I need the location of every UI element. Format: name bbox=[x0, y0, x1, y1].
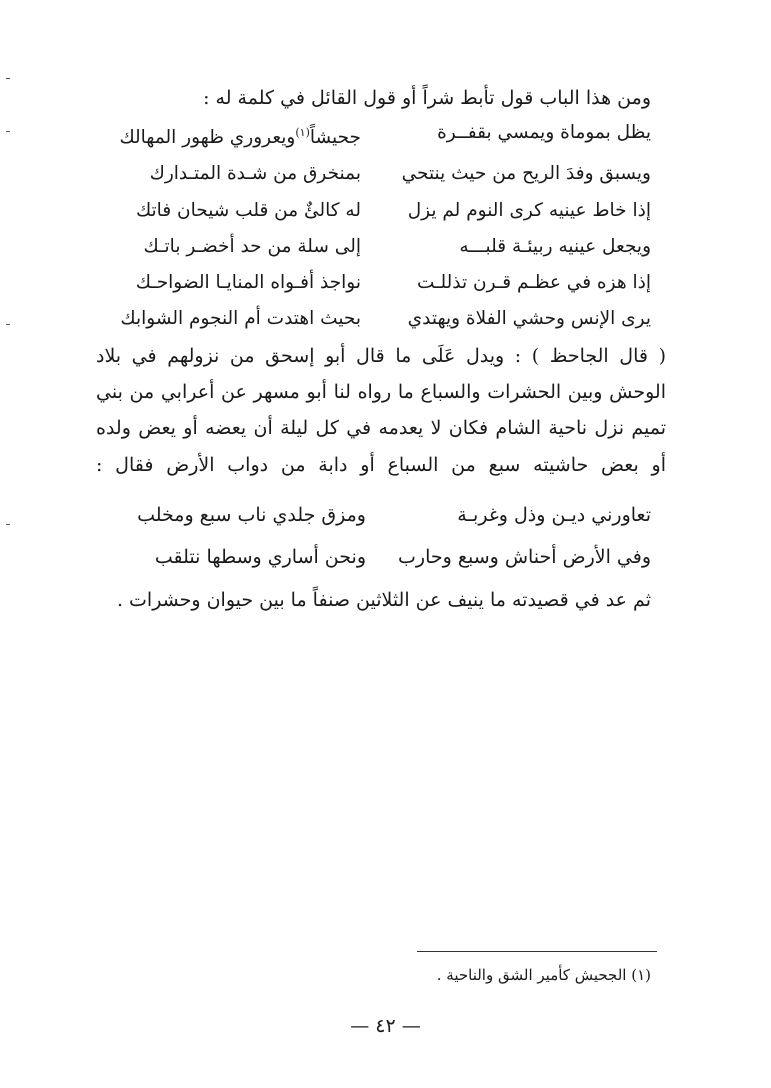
poem1-hemistich-right: ويجعل عينيه ربيئـة قلبـــه bbox=[459, 236, 651, 257]
poem2-hemistich-right: تعاورني ديـن وذل وغربـة bbox=[457, 504, 651, 526]
poem1-hemistich-left: نواجذ أفـواه المنايـا الضواحـك bbox=[135, 272, 361, 293]
poem1-hemistich-right: إذا هزه في عظـم قـرن تذللـت bbox=[416, 272, 651, 293]
poem2-hemistich-right: وفي الأرض أحناش وسبع وحارب bbox=[398, 546, 651, 568]
poem2-hemistich-left: ونحن أساري وسطها نتلقب bbox=[154, 546, 366, 568]
footnote-marker: (١) bbox=[295, 126, 310, 139]
poem1-hemistich-left: إلى سلة من حد أخضـر باتـك bbox=[143, 236, 361, 257]
prose-line: تميم نزل ناحية الشام فكان لا يعدمه في كل ليلة أن يعضه أو يعض ولده bbox=[96, 417, 666, 439]
margin-mark bbox=[6, 78, 10, 79]
poem1-hemistich-right: ويسبق وفدَ الريح من حيث ينتحي bbox=[401, 163, 651, 184]
poem1-hemistich-left: بحيث اهتدت أم النجوم الشوابك bbox=[120, 308, 361, 329]
footnote-rule bbox=[417, 951, 657, 952]
page-number: — ٤٢ — bbox=[350, 1015, 421, 1037]
poem1-hemistich-right: يظل بموماة ويمسي بقفــرة bbox=[437, 122, 651, 143]
closing-line: ثم عد في قصيدته ما ينيف عن الثلاثين صنفاً ما بين حيوان وحشرات . bbox=[116, 589, 651, 611]
margin-mark bbox=[6, 131, 10, 132]
poem1-hemistich-right: إذا خاط عينيه كرى النوم لم يزل bbox=[407, 200, 651, 221]
poem1-hemistich-left: بمنخرق من شـدة المتـدارك bbox=[149, 163, 361, 184]
margin-mark bbox=[6, 524, 10, 525]
poem1-hemistich-left: جحيشاً$^{(١)}$ويعروري ظهور المهالك bbox=[119, 126, 361, 149]
prose-line: أو بعض حاشيته سبع من السباع أو دابة من دواب الأرض فقال : bbox=[96, 454, 666, 476]
prose-line: ( قال الجاحظ ) : ويدل عَلَى ما قال أبو إسحق من نزولهم في بلاد bbox=[96, 345, 666, 367]
poem1-hemistich-left: له كالئٌ من قلب شيحان فاتك bbox=[135, 200, 361, 221]
intro-line: ومن هذا الباب قول تأبط شراً أو قول القائل في كلمة له : bbox=[203, 87, 651, 109]
footnote: (١) الجحيش كأمير الشق والناحية . bbox=[436, 966, 651, 984]
poem1-hemistich-right: يرى الإنس وحشي الفلاة ويهتدي bbox=[407, 308, 651, 329]
prose-line: الوحش وبين الحشرات والسباع ما رواه لنا أبو مسهر عن أعرابي من بني bbox=[96, 381, 666, 403]
poem2-hemistich-left: ومزق جلدي ناب سبع ومخلب bbox=[137, 504, 366, 526]
margin-mark bbox=[6, 324, 10, 325]
